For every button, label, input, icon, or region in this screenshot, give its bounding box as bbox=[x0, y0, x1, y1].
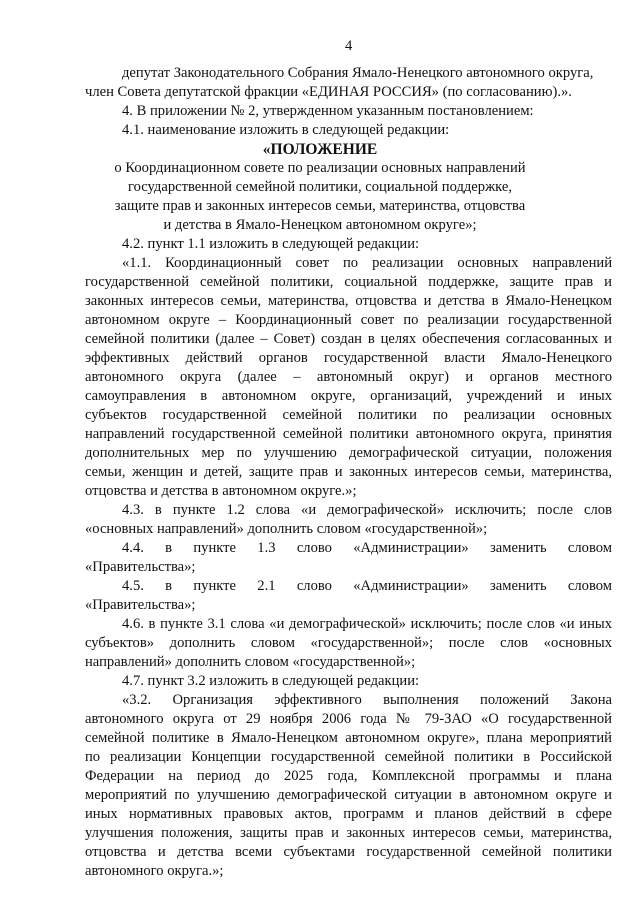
text-line: «Правительства»; bbox=[85, 559, 196, 575]
text-line: отцовства и детства в автономном округе.»; bbox=[85, 483, 357, 499]
text-line: семейной политике в Ямало-Ненецком автономном округе», плана мероприятий bbox=[85, 730, 612, 746]
title-line: и детства в Ямало-Ненецком автономном округе»; bbox=[163, 217, 477, 233]
text-line: самоуправления в автономном округе, организаций, учреждений и иных bbox=[85, 388, 612, 404]
text-line: автономного округа (далее – автономный округ) и органов местного bbox=[85, 369, 612, 385]
text-line: мероприятий по улучшению демографической ситуации в автономном округе и bbox=[85, 787, 612, 803]
text-line: улучшения положения, защиты прав и законных интересов семьи, материнства, bbox=[85, 825, 612, 841]
text-line: 4.4. в пункте 1.3 слово «Администрации» заменить словом bbox=[122, 540, 612, 556]
text-line: автономного округа от 29 ноября 2006 года № 79-ЗАО «О государственной bbox=[85, 711, 612, 727]
text-line: автономном округе – Координационный совет по реализации государственной bbox=[85, 312, 612, 328]
text-line: 4. В приложении № 2, утвержденном указанным постановлением: bbox=[122, 103, 534, 119]
text-line: семьи, женщин и детей, защите прав и законных интересов семьи, материнства, bbox=[85, 464, 612, 480]
text-line: дополнительных мер по улучшению демографической ситуации, положения bbox=[85, 445, 612, 461]
text-line: «Правительства»; bbox=[85, 597, 196, 613]
text-line: направлений» дополнить словом «государственной»; bbox=[85, 654, 416, 670]
text-line: «основных направлений» дополнить словом «государственной»; bbox=[85, 521, 488, 537]
title-line: защите прав и законных интересов семьи, материнства, отцовства bbox=[114, 198, 526, 214]
title-line: о Координационном совете по реализации основных направлений bbox=[114, 160, 526, 176]
text-line: 4.6. в пункте 3.1 слова «и демографической» исключить; после слов «и иных bbox=[122, 616, 612, 632]
text-line: государственной семейной политики, социальной поддержке, защите прав и bbox=[85, 274, 612, 290]
text-line: «3.2. Организация эффективного выполнения положений Закона bbox=[122, 692, 612, 708]
text-line: член Совета депутатской фракции «ЕДИНАЯ РОССИЯ» (по согласованию).». bbox=[85, 84, 572, 100]
text-line: эффективных действий органов государственной власти Ямало-Ненецкого bbox=[85, 350, 612, 366]
text-line: отцовства и детства всеми субъектами государственной семейной политики bbox=[85, 844, 612, 860]
text-line: 4.2. пункт 1.1 изложить в следующей редакции: bbox=[122, 236, 420, 252]
text-line: 4.7. пункт 3.2 изложить в следующей редакции: bbox=[122, 673, 420, 689]
text-line: субъектов» дополнить словом «государственной»; после слов «основных bbox=[85, 635, 612, 651]
text-line: 4.5. в пункте 2.1 слово «Администрации» заменить словом bbox=[122, 578, 612, 594]
text-line: по реализации Концепции государственной семейной политики в Российской bbox=[85, 749, 612, 765]
text-line: направлений государственной семейной политики автономного округа, принятия bbox=[85, 426, 612, 442]
text-line: иных нормативных правовых актов, программ и планов действий в сфере bbox=[85, 806, 612, 822]
section-title: «ПОЛОЖЕНИЕ bbox=[262, 141, 378, 158]
text-line: 4.3. в пункте 1.2 слова «и демографической» исключить; после слов bbox=[122, 502, 612, 518]
text-line: законных интересов семьи, материнства, отцовства и детства в Ямало-Ненецком bbox=[85, 293, 612, 309]
text-line: семейной политики (далее – Совет) создан в целях обеспечения согласованных и bbox=[85, 331, 612, 347]
page-number: 4 bbox=[345, 38, 353, 54]
text-line: 4.1. наименование изложить в следующей редакции: bbox=[122, 122, 450, 138]
title-line: государственной семейной политики, социальной поддержке, bbox=[127, 179, 513, 195]
text-line: субъектов государственной семейной политики по реализации основных bbox=[85, 407, 612, 423]
text-line: депутат Законодательного Собрания Ямало-Ненецкого автономного округа, bbox=[122, 65, 594, 81]
text-line: «1.1. Координационный совет по реализации основных направлений bbox=[122, 255, 612, 271]
text-line: Федерации на период до 2025 года, Комплексной программы и плана bbox=[85, 768, 612, 784]
text-line: автономного округа.»; bbox=[85, 863, 224, 879]
